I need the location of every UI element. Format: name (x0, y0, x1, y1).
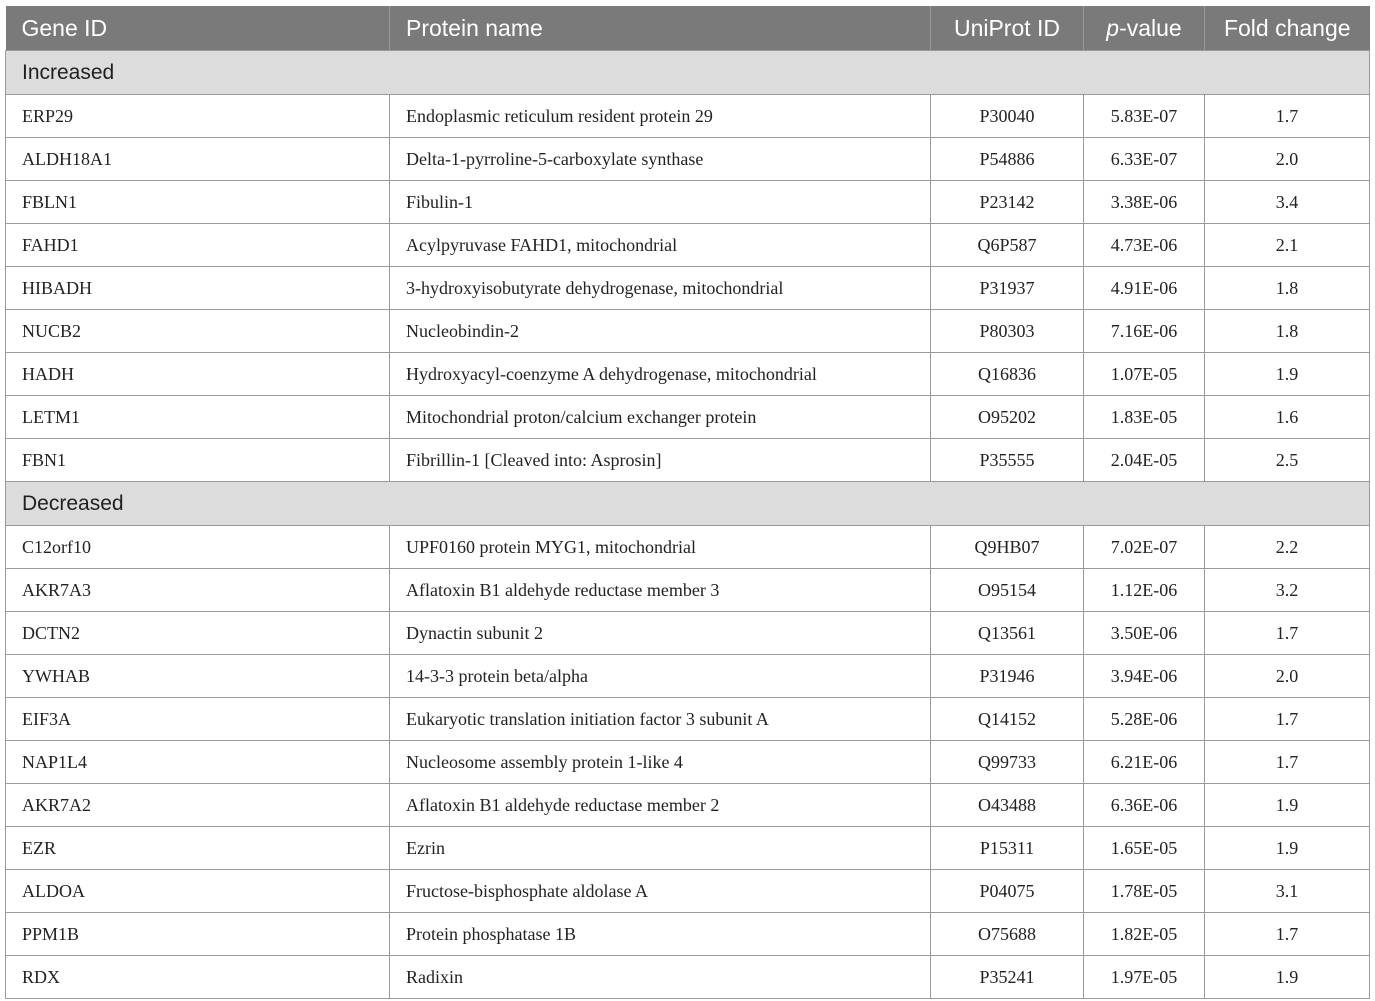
uniprot-id-cell: Q99733 (931, 741, 1084, 784)
gene-id-cell: AKR7A2 (6, 784, 390, 827)
gene-id-cell: ALDOA (6, 870, 390, 913)
table-row (6, 396, 1370, 439)
uniprot-id-cell: Q14152 (931, 698, 1084, 741)
table-row (6, 569, 1370, 612)
gene-id-cell: AKR7A3 (6, 569, 390, 612)
table-header (6, 6, 1370, 51)
table-row (6, 439, 1370, 482)
protein-table (5, 6, 1370, 999)
section-label: Increased (6, 51, 1370, 95)
p-value-cell: 1.83E-05 (1084, 396, 1205, 439)
fold-change-cell: 1.9 (1205, 827, 1370, 870)
p-value-cell: 6.21E-06 (1084, 741, 1205, 784)
table-row (6, 267, 1370, 310)
p-value-cell: 4.73E-06 (1084, 224, 1205, 267)
table-row (6, 310, 1370, 353)
gene-id-cell: HADH (6, 353, 390, 396)
uniprot-id-cell: O95202 (931, 396, 1084, 439)
gene-id-cell: YWHAB (6, 655, 390, 698)
table-row (6, 224, 1370, 267)
p-value-cell: 1.82E-05 (1084, 913, 1205, 956)
protein-name-cell: UPF0160 protein MYG1, mitochondrial (390, 526, 931, 569)
protein-name-cell: Nucleosome assembly protein 1-like 4 (390, 741, 931, 784)
p-value-cell: 1.07E-05 (1084, 353, 1205, 396)
uniprot-id-cell: P30040 (931, 95, 1084, 138)
protein-name-cell: Acylpyruvase FAHD1, mitochondrial (390, 224, 931, 267)
uniprot-id-cell: P23142 (931, 181, 1084, 224)
uniprot-id-cell: Q13561 (931, 612, 1084, 655)
p-value-cell: 1.78E-05 (1084, 870, 1205, 913)
fold-change-cell: 2.1 (1205, 224, 1370, 267)
p-value-cell: 5.28E-06 (1084, 698, 1205, 741)
uniprot-id-cell: Q6P587 (931, 224, 1084, 267)
table-row (6, 741, 1370, 784)
gene-id-cell: FBN1 (6, 439, 390, 482)
table-row (6, 353, 1370, 396)
section-label: Decreased (6, 482, 1370, 526)
table-row (6, 870, 1370, 913)
section-row (6, 51, 1370, 95)
table-row (6, 526, 1370, 569)
fold-change-cell: 2.0 (1205, 138, 1370, 181)
fold-change-cell: 1.9 (1205, 956, 1370, 999)
table-row (6, 655, 1370, 698)
gene-id-cell: EIF3A (6, 698, 390, 741)
uniprot-id-cell: P31937 (931, 267, 1084, 310)
gene-id-cell: RDX (6, 956, 390, 999)
table-row (6, 138, 1370, 181)
fold-change-cell: 1.7 (1205, 913, 1370, 956)
fold-change-cell: 1.6 (1205, 396, 1370, 439)
table-row (6, 956, 1370, 999)
p-value-cell: 1.65E-05 (1084, 827, 1205, 870)
gene-id-cell: C12orf10 (6, 526, 390, 569)
fold-change-cell: 1.9 (1205, 353, 1370, 396)
gene-id-cell: EZR (6, 827, 390, 870)
table-body (6, 51, 1370, 999)
fold-change-cell: 3.1 (1205, 870, 1370, 913)
table-row (6, 827, 1370, 870)
fold-change-cell: 1.7 (1205, 95, 1370, 138)
header-p-value (1084, 6, 1205, 51)
protein-name-cell: Hydroxyacyl-coenzyme A dehydrogenase, mitochondrial (390, 353, 931, 396)
p-value-cell: 6.33E-07 (1084, 138, 1205, 181)
uniprot-id-cell: P35241 (931, 956, 1084, 999)
p-value-cell: 6.36E-06 (1084, 784, 1205, 827)
gene-id-cell: NAP1L4 (6, 741, 390, 784)
fold-change-cell: 1.8 (1205, 310, 1370, 353)
protein-name-cell: Mitochondrial proton/calcium exchanger protein (390, 396, 931, 439)
uniprot-id-cell: O95154 (931, 569, 1084, 612)
gene-id-cell: FBLN1 (6, 181, 390, 224)
protein-name-cell: Dynactin subunit 2 (390, 612, 931, 655)
protein-name-cell: Ezrin (390, 827, 931, 870)
fold-change-cell: 1.8 (1205, 267, 1370, 310)
header-row (6, 6, 1370, 51)
uniprot-id-cell: P80303 (931, 310, 1084, 353)
fold-change-cell: 1.7 (1205, 698, 1370, 741)
p-value-cell: 1.97E-05 (1084, 956, 1205, 999)
protein-name-cell: Eukaryotic translation initiation factor 3 subunit A (390, 698, 931, 741)
fold-change-cell: 3.2 (1205, 569, 1370, 612)
protein-name-cell: Delta-1-pyrroline-5-carboxylate synthase (390, 138, 931, 181)
gene-id-cell: HIBADH (6, 267, 390, 310)
gene-id-cell: ERP29 (6, 95, 390, 138)
header-uniprot-id: UniProt ID (931, 6, 1084, 51)
fold-change-cell: 2.2 (1205, 526, 1370, 569)
p-value-cell: 2.04E-05 (1084, 439, 1205, 482)
header-gene-id: Gene ID (6, 6, 390, 51)
protein-name-cell: 3-hydroxyisobutyrate dehydrogenase, mitochondrial (390, 267, 931, 310)
gene-id-cell: PPM1B (6, 913, 390, 956)
uniprot-id-cell: P15311 (931, 827, 1084, 870)
fold-change-cell: 2.0 (1205, 655, 1370, 698)
protein-name-cell: Aflatoxin B1 aldehyde reductase member 2 (390, 784, 931, 827)
p-value-cell: 1.12E-06 (1084, 569, 1205, 612)
protein-name-cell: Fibrillin-1 [Cleaved into: Asprosin] (390, 439, 931, 482)
fold-change-cell: 2.5 (1205, 439, 1370, 482)
p-value-cell: 7.16E-06 (1084, 310, 1205, 353)
table-row (6, 612, 1370, 655)
header-p-italic: p (1106, 14, 1120, 41)
protein-name-cell: 14-3-3 protein beta/alpha (390, 655, 931, 698)
uniprot-id-cell: P54886 (931, 138, 1084, 181)
protein-name-cell: Aflatoxin B1 aldehyde reductase member 3 (390, 569, 931, 612)
fold-change-cell: 3.4 (1205, 181, 1370, 224)
p-value-cell: 3.94E-06 (1084, 655, 1205, 698)
fold-change-cell: 1.7 (1205, 741, 1370, 784)
uniprot-id-cell: P04075 (931, 870, 1084, 913)
uniprot-id-cell: Q9HB07 (931, 526, 1084, 569)
protein-name-cell: Protein phosphatase 1B (390, 913, 931, 956)
p-value-cell: 4.91E-06 (1084, 267, 1205, 310)
uniprot-id-cell: O43488 (931, 784, 1084, 827)
protein-name-cell: Radixin (390, 956, 931, 999)
header-p-suffix: -value (1119, 14, 1182, 41)
protein-name-cell: Nucleobindin-2 (390, 310, 931, 353)
table-row (6, 698, 1370, 741)
table-row (6, 784, 1370, 827)
table-row (6, 95, 1370, 138)
gene-id-cell: ALDH18A1 (6, 138, 390, 181)
protein-name-cell: Endoplasmic reticulum resident protein 29 (390, 95, 931, 138)
table-row (6, 181, 1370, 224)
p-value-cell: 7.02E-07 (1084, 526, 1205, 569)
protein-name-cell: Fibulin-1 (390, 181, 931, 224)
gene-id-cell: LETM1 (6, 396, 390, 439)
fold-change-cell: 1.9 (1205, 784, 1370, 827)
gene-id-cell: NUCB2 (6, 310, 390, 353)
p-value-cell: 3.38E-06 (1084, 181, 1205, 224)
uniprot-id-cell: O75688 (931, 913, 1084, 956)
gene-id-cell: DCTN2 (6, 612, 390, 655)
header-protein-name: Protein name (390, 6, 931, 51)
p-value-cell: 5.83E-07 (1084, 95, 1205, 138)
gene-id-cell: FAHD1 (6, 224, 390, 267)
uniprot-id-cell: P35555 (931, 439, 1084, 482)
p-value-cell: 3.50E-06 (1084, 612, 1205, 655)
protein-name-cell: Fructose-bisphosphate aldolase A (390, 870, 931, 913)
uniprot-id-cell: Q16836 (931, 353, 1084, 396)
uniprot-id-cell: P31946 (931, 655, 1084, 698)
fold-change-cell: 1.7 (1205, 612, 1370, 655)
header-fold-change: Fold change (1205, 6, 1370, 51)
section-row (6, 482, 1370, 526)
table-row (6, 913, 1370, 956)
